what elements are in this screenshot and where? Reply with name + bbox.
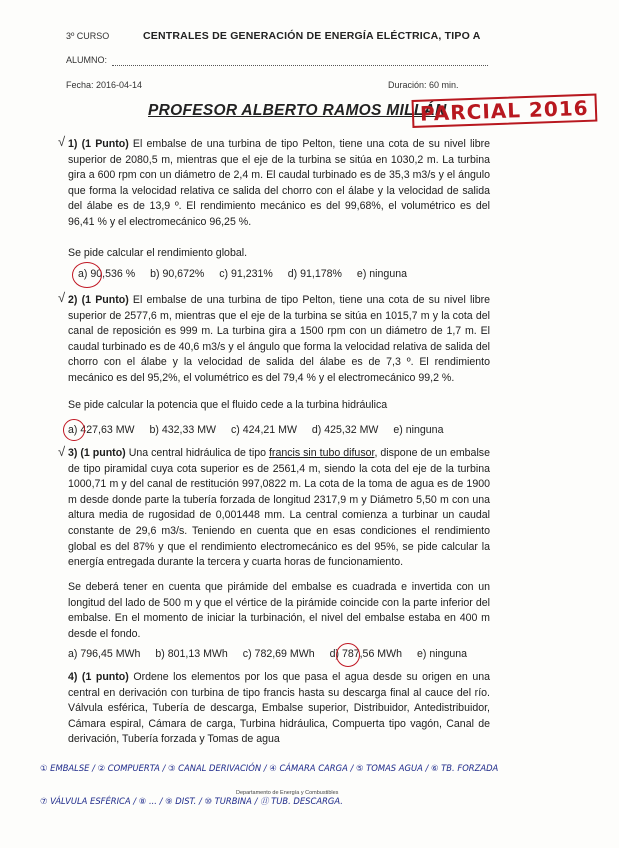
q1-options xyxy=(78,268,407,280)
handwritten-answer-line-1: ① EMBALSE / ② COMPUERTA / ③ CANAL DERIVACIÓN / ④ CÁMARA CARGA / ⑤ TOMAS AGUA / ⑥ TB. FORZADA xyxy=(40,763,499,773)
q4-number: 4) (1 punto) xyxy=(68,671,129,683)
professor-name: PROFESOR ALBERTO RAMOS MILLÁN xyxy=(148,102,447,119)
hw-item-11: ⑪ TUB. DESCARGA. xyxy=(260,796,343,806)
exam-duration: Duración: 60 min. xyxy=(388,80,459,90)
q1-answer-circle xyxy=(72,262,102,288)
course-label: 3º CURSO xyxy=(66,31,110,41)
q1-number: 1) (1 Punto) xyxy=(68,138,129,150)
hw-item-5: ⑤ TOMAS AGUA xyxy=(355,763,423,773)
q2-text: El embalse de una turbina de tipo Pelton, tiene una cota de su nivel libre superior de 2577,6 m, mientras que el eje de la turbina se sitúa en 1015,7 m y la cota del canal de reposición es 999 m. La turbina gira a 1500 rpm con un diámetro de 1,7 m. El caudal turbinado es de 40,6 m3/s y el ángulo que forma la velocidad relativa de salida del chorro con el álabe y la velocidad de salida del álabe es de 7,3 º. El rendimiento mecánico es del 95,2%, el volumétrico es del 79,4 % y el electromecánico 99,2 %. xyxy=(68,294,491,384)
q3-option-b[interactable]: b) 801,13 MWh xyxy=(155,648,228,660)
q3-number: 3) (1 punto) xyxy=(68,447,126,459)
q3-option-c[interactable]: c) 782,69 MWh xyxy=(242,648,315,660)
question-1 xyxy=(68,137,490,231)
q1-option-a[interactable]: a) 90,536 % xyxy=(78,268,136,280)
q3-option-a[interactable]: a) 796,45 MWh xyxy=(68,648,141,660)
question-2 xyxy=(68,293,490,387)
q2-option-b[interactable]: b) 432,33 MW xyxy=(149,424,217,436)
q2-option-d[interactable]: d) 425,32 MW xyxy=(311,424,379,436)
handwritten-answer-line-2: ⑦ VÁLVULA ESFÉRICA / ⑧ ... / ⑨ DIST. / ⑩ TURBINA / ⑪ TUB. DESCARGA. xyxy=(40,796,343,806)
hw-item-3: ③ CANAL DERIVACIÓN xyxy=(167,763,262,773)
q1-option-e[interactable]: e) ninguna xyxy=(356,268,407,280)
q2-number: 2) (1 Punto) xyxy=(68,294,129,306)
q3-answer-circle xyxy=(336,643,360,667)
q3-text-underlined: francis sin tubo difusor xyxy=(268,447,375,459)
department-footer: Departamento de Energía y Combustibles xyxy=(236,790,339,796)
student-name-line[interactable] xyxy=(112,65,488,66)
q2-options xyxy=(68,424,443,436)
hw-item-9: ⑨ DIST. xyxy=(165,796,197,806)
q1-text: El embalse de una turbina de tipo Pelton, tiene una cota de su nivel libre superior de 2080,5 m, mientras que el eje de la turbina se sitúa en 1030,2 m. La turbina gira a 600 rpm con un diámetro de 2,4 m. El caudal turbinado es de 35,3 m3/s y el ángulo que forma la velocidad relativa ce salida del chorro con el álabe y la velocidad de salida del álabe es de 13,9 º. El rendimiento mecánico es del 99,68%, el volumétrico es del 96,41 % y el electromecánico 96,25 %. xyxy=(68,138,491,228)
q1-ask: Se pide calcular el rendimiento global. xyxy=(68,247,248,259)
q3-option-d[interactable]: d) 787,56 MWh xyxy=(329,648,403,660)
q3-check-mark: √ xyxy=(58,444,66,459)
q1-option-b[interactable]: b) 90,672% xyxy=(150,268,205,280)
q3-option-e[interactable]: e) ninguna xyxy=(416,648,468,660)
q2-answer-circle xyxy=(63,419,85,441)
q3-text-a: Una central hidráulica de tipo xyxy=(128,447,266,459)
student-label: ALUMNO: xyxy=(66,55,108,65)
exam-date: Fecha: 2016-04-14 xyxy=(66,80,143,90)
hw-item-10: ⑩ TURBINA xyxy=(204,796,252,806)
hw-item-7: ⑦ VÁLVULA ESFÉRICA xyxy=(40,796,131,806)
parcial-stamp: PARCIAL 2016 xyxy=(412,94,598,128)
q2-option-e[interactable]: e) ninguna xyxy=(393,424,444,436)
question-3 xyxy=(68,446,490,571)
question-4 xyxy=(68,670,490,748)
q2-option-a[interactable]: a) 427,63 MW xyxy=(68,424,135,436)
q3-options xyxy=(68,648,467,660)
hw-item-1: ① EMBALSE xyxy=(40,763,90,773)
q1-option-c[interactable]: c) 91,231% xyxy=(219,268,273,280)
hw-item-2: ② COMPUERTA xyxy=(97,763,160,773)
exam-title: CENTRALES DE GENERACIÓN DE ENERGÍA ELÉCTRICA, TIPO A xyxy=(143,30,481,42)
q2-option-c[interactable]: c) 424,21 MW xyxy=(231,424,297,436)
q3-text-2: Se deberá tener en cuenta que pirámide del embalse es cuadrada e invertida con un longitud del lado de 500 m y que el vértice de la pirámide coincide con la parte inferior del embalse. En el momento de iniciar la turbinación, el nivel del embalse estaba en 400 m desde el fondo. xyxy=(68,581,490,640)
q2-check-mark: √ xyxy=(58,290,66,305)
hw-item-4: ④ CÁMARA CARGA xyxy=(269,763,348,773)
q1-check-mark: √ xyxy=(58,134,66,149)
hw-item-6: ⑥ TB. FORZADA xyxy=(431,763,499,773)
q1-option-d[interactable]: d) 91,178% xyxy=(287,268,342,280)
q4-text: Ordene los elementos por los que pasa el agua desde su origen en una central en derivación con turbina de tipo francis hasta su descarga final al cauce del río. Válvula esférica, Tubería de descarga, Embalse superior, Distribuidor, Antedistribuidor, Cámara espiral, Cámara de carga, Turbina hidráulica, Compuerta tipo vagón, Canal de derivación, Tubería forzada y Tomas de agua xyxy=(68,671,490,746)
hw-item-8: ⑧ ... xyxy=(138,796,157,806)
q3-text-b: , dispone de un embalse de tipo piramidal cuya cota superior es de 2561,4 m, siendo la cota del eje de la turbina 1000,71 m y del canal de restitución 997,0822 m. La cota de la toma de agua es de 1900 m desde donde parte la tubería forzada de longitud 2317,9 m y Diámetro 5,50 m con una altura media de rugosidad de 0,001448 mm. La central comienza a turbinar un caudal constante de 29,6 m3/s. Teniendo en cuenta que en esas condiciones el rendimiento global es del 87% y que el rendimiento electromecánico es del 95%, se pide calcular la energía entregada durante la tercera y cuarta horas de funcionamiento. xyxy=(68,447,490,569)
q2-ask: Se pide calcular la potencia que el fluido cede a la turbina hidráulica xyxy=(68,399,388,411)
